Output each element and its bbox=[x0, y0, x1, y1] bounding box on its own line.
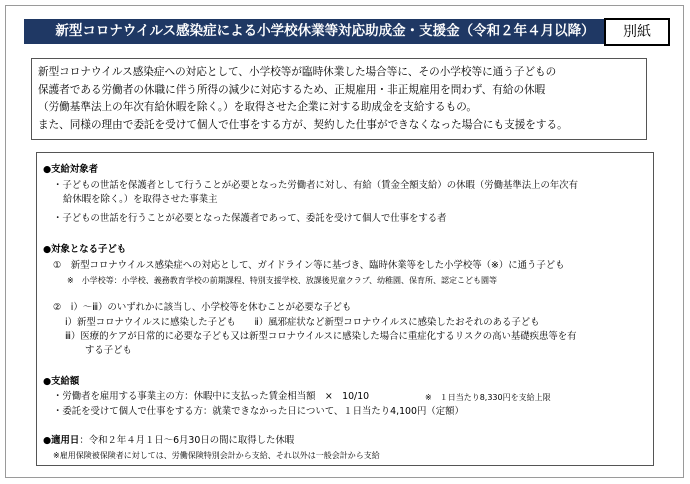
period-text: ：令和２年４月１日～6月30日の間に取得した休暇 bbox=[79, 435, 295, 446]
amount-note: ※ １日当たり8,330円を支給上限 bbox=[425, 393, 551, 402]
children-subitem: ⅰ）新型コロナウイルスに感染した子ども ⅱ）風邪症状など新型コロナウイルスに感染したおそれのある子ども bbox=[65, 317, 540, 328]
children-item: ① 新型コロナウイルス感染症への対応として、ガイドライン等に基づき、臨時休業等をした小学校等（※）に通う子ども bbox=[53, 260, 565, 271]
target-line: 給休暇を除く。）を取得させた事業主 bbox=[63, 194, 218, 205]
amount-line: ・委託を受けて個人で仕事をする方：就業できなかった日について、１日当たり4,100円（定額） bbox=[53, 406, 464, 417]
target-line: ・子どもの世話を行うことが必要となった保護者であって、委託を受けて個人で仕事をする者 bbox=[53, 213, 447, 224]
children-item: ② ⅰ）～ⅲ）のいずれかに該当し、小学校等を休むことが必要な子ども bbox=[53, 302, 352, 313]
children-heading: ●対象となる子ども bbox=[43, 244, 127, 255]
intro-box bbox=[31, 58, 647, 140]
children-subitem: する子ども bbox=[85, 345, 132, 356]
intro-line: 新型コロナウイルス感染症への対応として、小学校等が臨時休業した場合等に、その小学校等に通う子どもの bbox=[38, 66, 557, 78]
page-title: 新型コロナウイルス感染症による小学校休業等対応助成金・支援金（令和２年４月以降） bbox=[24, 19, 626, 44]
period-note: ※雇用保険被保険者に対しては、労働保険特別会計から支給、それ以外は一般会計から支給 bbox=[53, 451, 380, 460]
intro-line: （労働基準法上の年次有給休暇を除く。）を取得させた企業に対する助成金を支給するもの。 bbox=[38, 101, 477, 113]
period-row bbox=[43, 435, 294, 447]
amount-heading: ●支給額 bbox=[43, 376, 80, 387]
children-subitem: ⅲ）医療的ケアが日常的に必要な子ども又は新型コロナウイルスに感染した場合に重症化するリスクの高い基礎疾患等を有 bbox=[65, 331, 577, 342]
attachment-tag: 別紙 bbox=[604, 18, 670, 46]
intro-line: また、同様の理由で委託を受けて個人で仕事をする方が、契約した仕事ができなくなった場合にも支援をする。 bbox=[38, 118, 568, 131]
period-heading: ●適用日 bbox=[43, 435, 80, 446]
target-line: ・子どもの世話を保護者として行うことが必要となった労働者に対し、有給（賃金全額支給）の休暇（労働基準法上の年次有 bbox=[53, 180, 579, 191]
children-note: ※ 小学校等：小学校、義務教育学校の前期課程、特別支援学校、放課後児童クラブ、幼稚園、保育所、認定こども園等 bbox=[67, 276, 498, 285]
details-box bbox=[36, 152, 654, 466]
intro-line: 保護者である労働者の休職に伴う所得の減少に対応するため、正規雇用・非正規雇用を問わず、有給の休暇 bbox=[38, 83, 546, 96]
target-heading: ●支給対象者 bbox=[43, 164, 99, 175]
amount-line: ・労働者を雇用する事業主の方：休暇中に支払った賃金相当額 × 10/10 bbox=[53, 391, 370, 402]
